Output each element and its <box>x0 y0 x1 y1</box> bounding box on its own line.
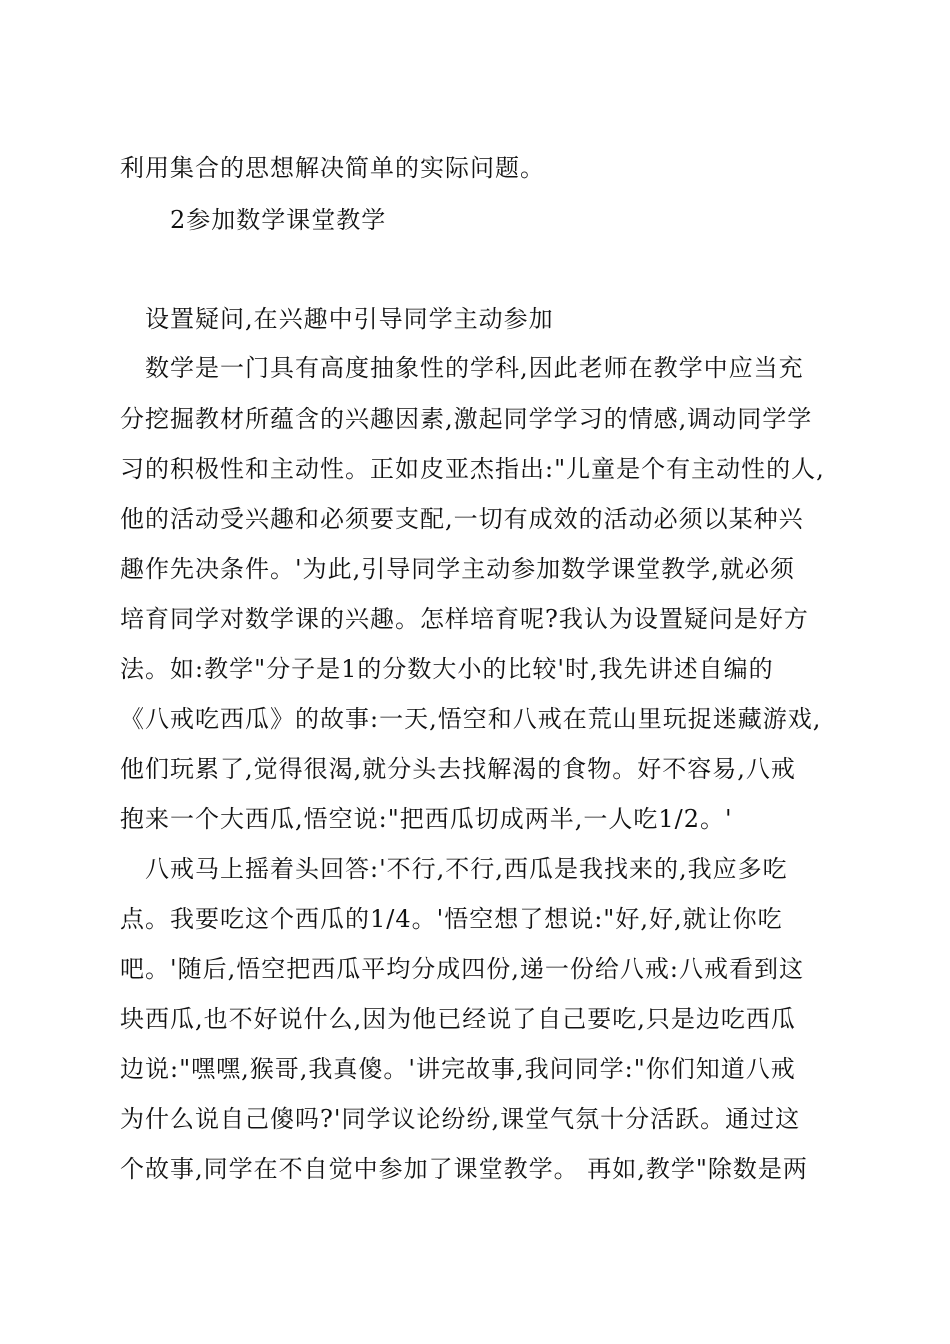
paragraph-line: 分挖掘教材所蕴含的兴趣因素,激起同学学习的情感,调动同学学 <box>120 405 813 433</box>
paragraph-line: 抱来一个大西瓜,悟空说:"把西瓜切成两半,一人吃1/2。' <box>120 805 733 833</box>
paragraph-line: 法。如:教学"分子是1的分数大小的比较'时,我先讲述自编的 <box>120 655 774 683</box>
paragraph-line: 点。我要吃这个西瓜的1/4。'悟空想了想说:"好,好,就让你吃 <box>120 905 783 933</box>
subsection-heading: 设置疑问,在兴趣中引导同学主动参加 <box>145 305 554 333</box>
paragraph-line: 培育同学对数学课的兴趣。怎样培育呢?我认为设置疑问是好方 <box>120 605 809 633</box>
text-line: 利用集合的思想解决简单的实际问题。 <box>120 154 545 182</box>
paragraph-line: 为什么说自己傻吗?'同学议论纷纷,课堂气氛十分活跃。通过这 <box>120 1105 801 1133</box>
paragraph-line: 他们玩累了,觉得很渴,就分头去找解渴的食物。好不容易,八戒 <box>120 755 796 783</box>
paragraph-line: 数学是一门具有高度抽象性的学科,因此老师在教学中应当充 <box>145 354 804 382</box>
paragraph-line: 吧。'随后,悟空把西瓜平均分成四份,递一份给八戒:八戒看到这 <box>120 955 804 983</box>
paragraph-line: 个故事,同学在不自觉中参加了课堂教学。 再如,教学"除数是两 <box>120 1155 808 1183</box>
paragraph-line: 他的活动受兴趣和必须要支配,一切有成效的活动必须以某种兴 <box>120 505 804 533</box>
paragraph-line: 趣作先决条件。'为此,引导同学主动参加数学课堂教学,就必须 <box>120 555 795 583</box>
paragraph-line: 习的积极性和主动性。正如皮亚杰指出:"儿童是个有主动性的人, <box>120 455 825 483</box>
paragraph-line: 边说:"嘿嘿,猴哥,我真傻。'讲完故事,我问同学:"你们知道八戒 <box>120 1055 796 1083</box>
paragraph-line: 八戒马上摇着头回答:'不行,不行,西瓜是我找来的,我应多吃 <box>145 855 788 883</box>
paragraph-line: 块西瓜,也不好说什么,因为他已经说了自己要吃,只是边吃西瓜 <box>120 1005 796 1033</box>
section-heading: 2参加数学课堂教学 <box>170 206 387 234</box>
paragraph-line: 《八戒吃西瓜》的故事:一天,悟空和八戒在荒山里玩捉迷藏游戏, <box>120 705 822 733</box>
